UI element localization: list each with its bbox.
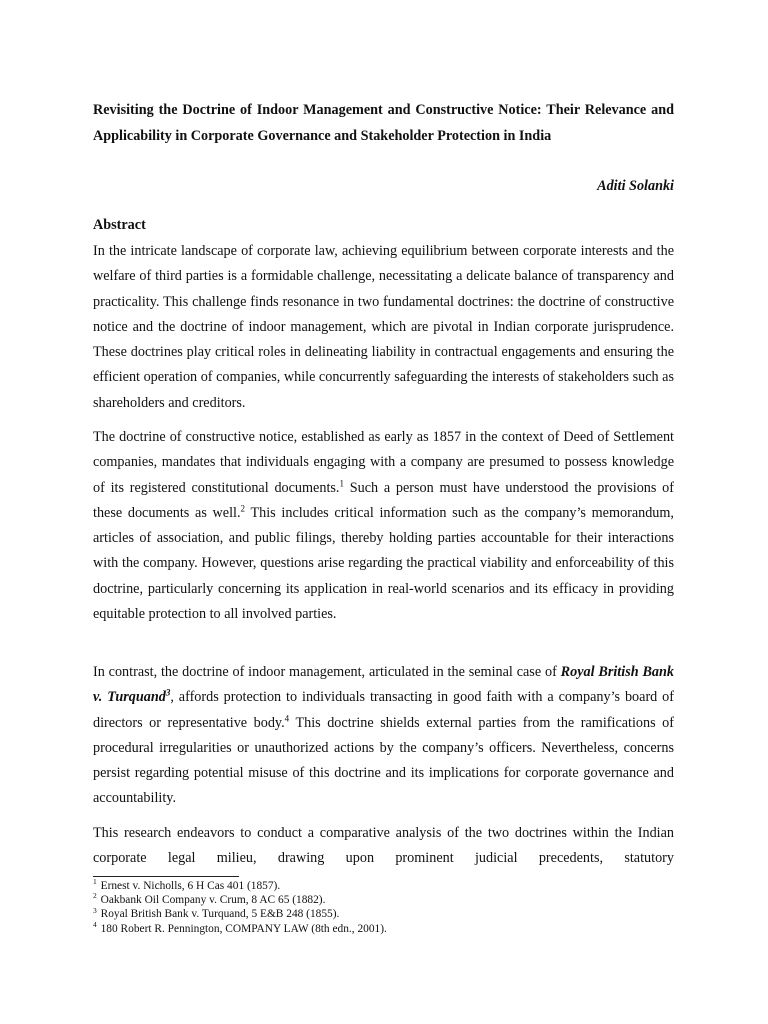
footnote-number: 3 (93, 905, 97, 915)
abstract-paragraph-3 (93, 660, 674, 812)
abstract-heading: Abstract (93, 217, 146, 233)
footnote-ref-1: 1 (339, 477, 344, 488)
footnote-number: 4 (93, 919, 97, 929)
abstract-paragraph-1: In the intricate landscape of corporate law, achieving equilibrium between corporate interests and the welfare of third parties is a formidable challenge, necessitating a delicate balance of transparency and practicality. This challenge finds resonance in two fundamental doctrines: the doctrine of constructive notice and the doctrine of indoor management, which are pivotal in Indian corporate jurisprudence. These doctrines play critical roles in delineating liability in contractual engagements and ensuring the efficient operation of companies, while concurrently safeguarding the interests of stakeholders such as shareholders and creditors. (93, 243, 674, 411)
paragraph-3-text-c: This doctrine shields external parties from the ramifications of procedural irregularities or unauthorized actions by the company’s officers. Nevertheless, concerns persist regarding potential misuse of this doctrine and its implications for corporate governance and accountability. (93, 714, 674, 807)
paragraph-3-text-a: In contrast, the doctrine of indoor management, articulated in the seminal case of (93, 664, 561, 680)
case-name-royal-british-bank: Royal British Bank v. Turquand (93, 664, 674, 706)
footnote-4 (93, 919, 674, 936)
footnote-text: Ernest v. Nicholls, 6 H Cas 401 (1857). (100, 880, 281, 892)
footnote-number: 1 (93, 877, 97, 887)
paragraph-3-text-b: , affords protection to individuals transacting in good faith with a company’s board of directors or representative body. (93, 689, 674, 731)
footnote-text: Royal British Bank v. Turquand, 5 E&B 248 (1855). (100, 908, 340, 921)
footnote-ref-3: 3 (165, 687, 171, 698)
footnote-number: 2 (93, 891, 97, 901)
footnotes (93, 879, 674, 936)
abstract-paragraph-2 (93, 425, 674, 627)
author-name: Aditi Solanki (597, 178, 674, 194)
footnote-separator (93, 876, 239, 877)
footnote-text: 180 Robert R. Pennington, COMPANY LAW (8th edn., 2001). (100, 922, 387, 935)
footnote-text: Oakbank Oil Company v. Crum, 8 AC 65 (1882). (100, 894, 326, 907)
footnote-2 (93, 893, 674, 907)
paragraph-2-text-a: The doctrine of constructive notice, established as early as 1857 in the context of Deed of Settlement companies, mandates that individuals engaging with a company are presumed to possess knowledge of its registered constitutional documents. (93, 429, 674, 496)
footnote-ref-2: 2 (240, 503, 246, 514)
paragraph-2-text-c: This includes critical information such as the company’s memorandum, articles of association, and public filings, thereby holding parties accountable for their interactions with the company. However, questions arise regarding the practical viability and enforceability of this doctrine, particularly concerning its application in real-world scenarios and its efficacy in providing equitable protection to all involved parties. (93, 504, 674, 623)
footnote-ref-4: 4 (284, 712, 290, 723)
abstract-paragraph-4: This research endeavors to conduct a comparative analysis of the two doctrines within the Indian corporate legal milieu, drawing upon prominent judicial precedents, statutory (93, 825, 674, 867)
footnote-3 (93, 907, 674, 921)
footnote-1 (93, 879, 674, 893)
paper-title: Revisiting the Doctrine of Indoor Management and Constructive Notice: Their Relevance and Applicability in Corporate Governance and Stakeholder Protection in India (93, 102, 674, 144)
paragraph-2-text-b: Such a person must have understood the provisions of these documents as well. (93, 479, 674, 521)
